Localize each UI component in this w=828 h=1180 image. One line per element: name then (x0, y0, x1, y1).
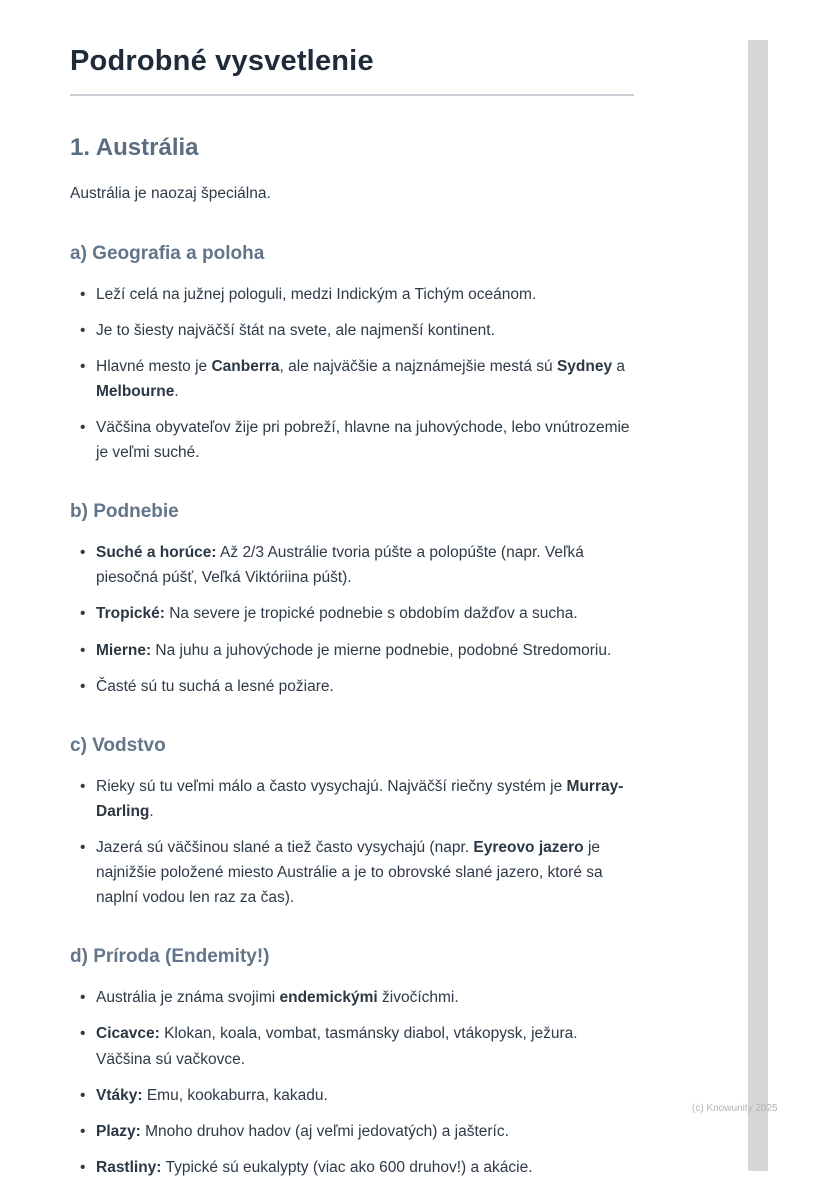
body-text: , ale najväčšie a najznámejšie mestá sú (279, 357, 557, 375)
body-text: Na severe je tropické podnebie s obdobím dažďov a sucha. (164, 605, 578, 623)
body-text: živočíchmi. (377, 989, 459, 1007)
footer-watermark: (c) Knowunity 2025 (692, 1103, 778, 1114)
body-text: Na juhu a juhovýchode je mierne podnebie, podobné Stredomoriu. (151, 641, 612, 659)
body-text: Je to šiesty najväčší štát na svete, ale najmenší kontinent. (96, 321, 495, 339)
section-intro: Austrália je naozaj špeciálna. (70, 184, 271, 202)
bullet-list (70, 540, 634, 699)
subsection-heading: b) Podnebie (70, 501, 179, 523)
body-text: a (612, 357, 626, 375)
list-item (96, 638, 634, 663)
list-item (96, 540, 634, 590)
body-text: Austrália je známa svojimi (96, 989, 280, 1007)
body-text: . (174, 382, 179, 400)
body-text: . (149, 802, 154, 820)
bold-text: Murray-Darling (96, 777, 624, 820)
list-item (96, 318, 634, 343)
bold-text: Mierne: (96, 641, 152, 659)
title-divider (70, 94, 634, 96)
document-content (70, 134, 634, 1180)
subsection-heading: c) Vodstvo (70, 734, 166, 756)
bold-text: Sydney (556, 357, 613, 375)
bold-text: Canberra (211, 357, 280, 375)
body-text: Typické sú eukalypty (viac ako 600 druhov!) a akácie. (161, 1158, 533, 1176)
list-item (96, 1119, 634, 1144)
body-text: Jazerá sú väčšinou slané a tiež často vysychajú (napr. (96, 839, 474, 857)
bold-text: Rastliny: (96, 1158, 162, 1176)
content-column (70, 44, 634, 1180)
bold-text: Eyreovo jazero (473, 839, 584, 857)
body-text: Mnoho druhov hadov (aj veľmi jedovatých) a jašteríc. (140, 1122, 509, 1140)
list-item (96, 1021, 634, 1071)
bold-text: Tropické: (96, 605, 165, 623)
list-item (96, 354, 634, 404)
list-item (96, 674, 634, 699)
body-text: Emu, kookaburra, kakadu. (142, 1086, 328, 1104)
bullet-list (70, 282, 634, 466)
bold-text: Plazy: (96, 1122, 141, 1140)
bold-text: Vtáky: (96, 1086, 143, 1104)
body-text: Väčšina obyvateľov žije pri pobreží, hlavne na juhovýchode, lebo vnútrozemie je veľmi suché. (96, 419, 630, 462)
bold-text: Melbourne (96, 382, 175, 400)
subsection-heading: a) Geografia a poloha (70, 242, 265, 264)
list-item (96, 601, 634, 626)
body-text: Hlavné mesto je (96, 357, 212, 375)
body-text: Leží celá na južnej pologuli, medzi Indickým a Tichým oceánom. (96, 285, 537, 303)
bold-text: Suché a horúce: (96, 544, 217, 562)
section-heading: 1. Austrália (70, 133, 199, 161)
body-text: Časté sú tu suchá a lesné požiare. (96, 677, 334, 695)
subsection-heading: d) Príroda (Endemity!) (70, 946, 270, 968)
list-item (96, 415, 634, 465)
list-item (96, 282, 634, 307)
bold-text: Cicavce: (96, 1025, 160, 1043)
list-item (96, 985, 634, 1010)
body-text: je najnižšie položené miesto Austrálie a je to obrovské slané jazero, ktoré sa naplní vodou len raz za čas). (96, 839, 603, 907)
page-title: Podrobné vysvetlenie (70, 45, 374, 77)
bullet-list (70, 774, 634, 911)
body-text: Klokan, koala, vombat, tasmánsky diabol, vtákopysk, ježura. Väčšina sú vačkovce. (96, 1025, 578, 1068)
list-item (96, 835, 634, 910)
list-item (96, 774, 634, 824)
scrollbar[interactable] (748, 40, 768, 1171)
list-item (96, 1155, 634, 1180)
bullet-list (70, 985, 634, 1180)
body-text: Až 2/3 Austrálie tvoria púšte a polopúšte (napr. Veľká piesočná púšť, Veľká Viktóriina púšt). (96, 544, 584, 587)
list-item (96, 1083, 634, 1108)
bold-text: endemickými (279, 989, 378, 1007)
body-text: Rieky sú tu veľmi málo a často vysychajú. Najväčší riečny systém je (96, 777, 567, 795)
